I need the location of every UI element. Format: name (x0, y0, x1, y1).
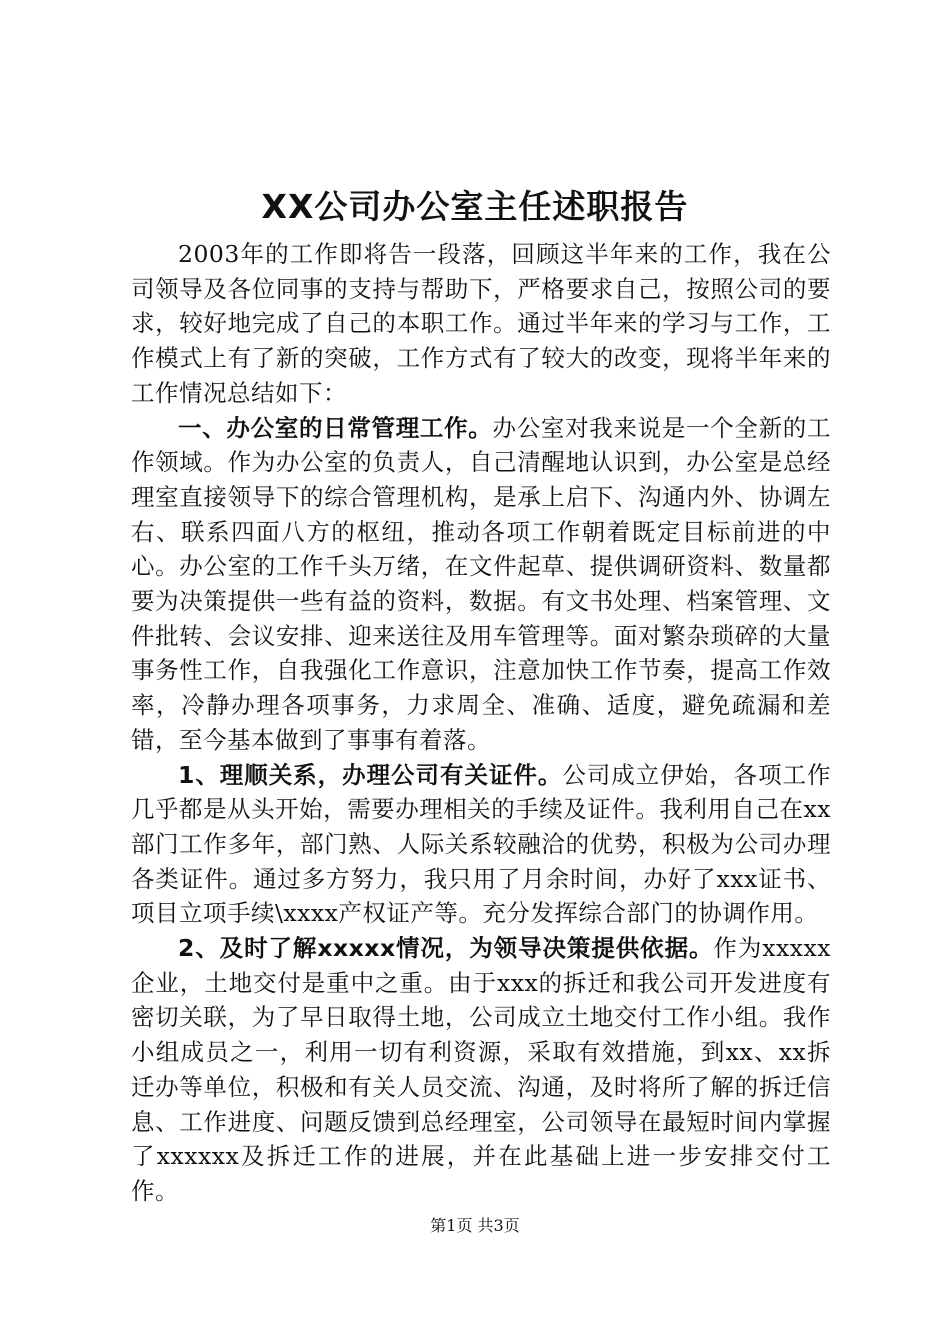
paragraph-text: 2003年的工作即将告一段落，回顾这半年来的工作，我在公司领导及各位同事的支持与帮助下，严格要求自己，按照公司的要求，较好地完成了自己的本职工作。通过半年来的学习与工作，工作模式上有了新的突破，工作方式有了较大的改变，现将半年来的工作情况总结如下： (131, 240, 831, 407)
paragraph-item-1 (131, 758, 831, 932)
paragraph-text: 作为xxxxx企业，土地交付是重中之重。由于xxx的拆迁和我公司开发进度有密切关联，为了早日取得土地，公司成立土地交付工作小组。我作小组成员之一，利用一切有利资源，采取有效措施，到xx、xx拆迁办等单位，积极和有关人员交流、沟通，及时将所了解的拆迁信息、工作进度、问题反馈到总经理室，公司领导在最短时间内掌握了xxxxxx及拆迁工作的进展，并在此基础上进一步安排交付工作。 (131, 934, 831, 1205)
paragraph-lead: 2、及时了解xxxxx情况，为领导决策提供依据。 (178, 934, 714, 963)
paragraph-lead: 1、理顺关系，办理公司有关证件。 (178, 760, 563, 789)
paragraph-intro (131, 237, 831, 411)
document-body (131, 237, 831, 1209)
page-number-footer: 第1页 共3页 (430, 1216, 520, 1235)
paragraph-item-2 (131, 931, 831, 1209)
document-title: XX公司办公室主任述职报告 (261, 187, 689, 226)
paragraph-text: 办公室对我来说是一个全新的工作领域。作为办公室的负责人，自己清醒地认识到，办公室是总经理室直接领导下的综合管理机构，是承上启下、沟通内外、协调左右、联系四面八方的枢纽，推动各项工作朝着既定目标前进的中心。办公室的工作千头万绪，在文件起草、提供调研资料、数量都要为决策提供一些有益的资料，数据。有文书处理、档案管理、文件批转、会议安排、迎来送往及用车管理等。面对繁杂琐碎的大量事务性工作，自我强化工作意识，注意加快工作节奏，提高工作效率，冷静办理各项事务，力求周全、准确、适度，避免疏漏和差错，至今基本做到了事事有着落。 (131, 413, 831, 754)
paragraph-text: 公司成立伊始，各项工作几乎都是从头开始，需要办理相关的手续及证件。我利用自己在xx部门工作多年，部门熟、人际关系较融洽的优势，积极为公司办理各类证件。通过多方努力，我只用了月余时间，办好了xxx证书、项目立项手续\xxxx产权证产等。充分发挥综合部门的协调作用。 (131, 760, 831, 928)
paragraph-section-1 (131, 411, 831, 758)
paragraph-lead: 一、办公室的日常管理工作。 (178, 413, 493, 442)
